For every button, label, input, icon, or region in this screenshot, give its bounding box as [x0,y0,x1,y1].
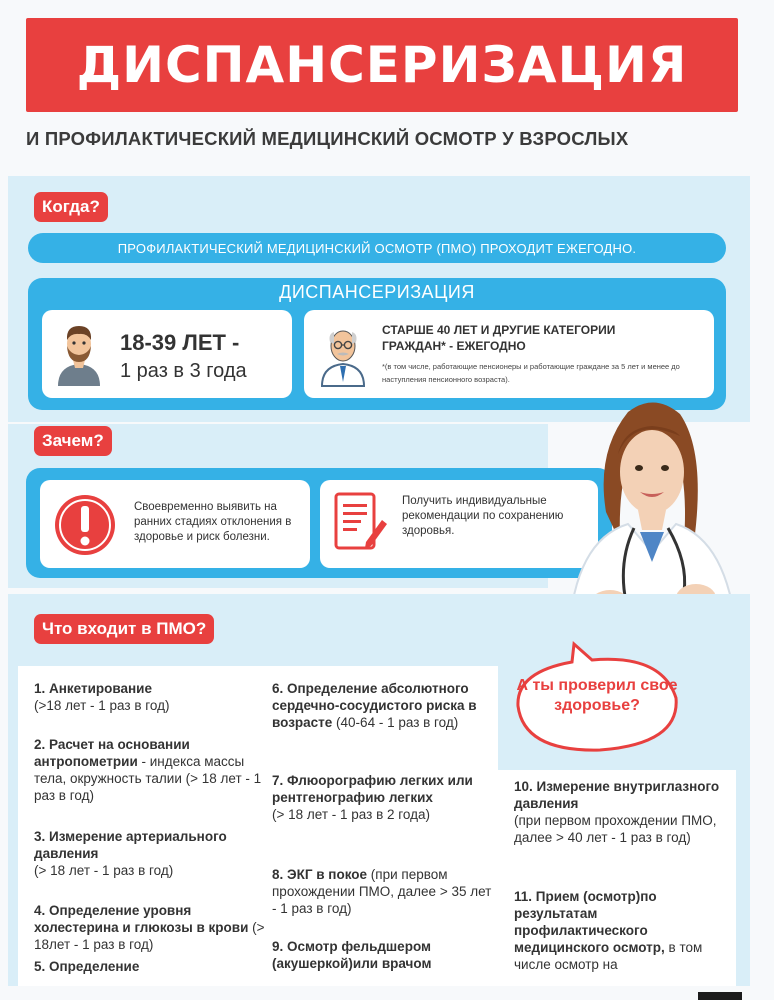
pmo-item-3 [34,828,262,879]
pmo-item-7-detail: (> 18 лет - 1 раз в 2 года) [272,807,430,822]
when-tag: Когда? [34,192,108,222]
pmo-item-8-detail: (при первом прохождении ПМО, далее > 35 лет - 1 раз в год) [272,867,492,916]
young-age-card [42,310,292,398]
pmo-item-11-title: 11. Прием (осмотр)по результатам профилактического медицинского осмотр, [514,889,665,955]
pmo-item-10 [514,778,734,846]
pmo-item-2-title: 2. Расчет на основании антропометрии [34,737,190,769]
pmo-item-4-detail: (> 18лет - 1 раз в год) [34,920,265,952]
older-age-footnote: *(в том числе, работающие пенсионеры и работающие граждане за 5 лет и менее до наступления пенсионного возраста). [382,362,680,384]
pmo-item-10-detail: (при первом прохождении ПМО, далее > 40 лет - 1 раз в год) [514,813,717,845]
title-banner [26,18,738,112]
reason-detect-text: Своевременно выявить на ранних стадиях отклонения в здоровье и риск болезни. [134,501,292,543]
document-pen-icon [330,490,390,556]
pmo-item-1 [34,680,254,714]
pmo-item-8-title: 8. ЭКГ в покое [272,867,368,882]
why-tag: Зачем? [34,426,112,456]
pmo-item-4 [34,902,266,953]
pmo-item-10-title: 10. Измерение внутриглазного давления [514,779,720,811]
young-age-label: 18-39 ЛЕТ - [120,330,240,355]
pmo-item-2 [34,736,262,804]
older-age-label: СТАРШЕ 40 ЛЕТ И ДРУГИЕ КАТЕГОРИИ ГРАЖДАН* - ЕЖЕГОДНО [382,323,616,353]
pmo-frequency-line: ПРОФИЛАКТИЧЕСКИЙ МЕДИЦИНСКИЙ ОСМОТР (ПМО) ПРОХОДИТ ЕЖЕГОДНО. [28,233,726,263]
pmo-item-7-title: 7. Флюорографию легких или рентгенографию легких [272,773,473,805]
dispensary-title: ДИСПАНСЕРИЗАЦИЯ [279,282,475,302]
elderly-man-icon [318,320,368,388]
young-man-icon [54,320,104,388]
pmo-item-5 [34,958,262,975]
pmo-item-11 [514,888,730,973]
older-age-card [304,310,714,398]
pmo-item-9 [272,938,482,972]
pmo-item-4-title: 4. Определение уровня холестерина и глюкозы в крови [34,903,249,935]
corner-mark [698,992,742,1000]
pmo-item-6-title: 6. Определение абсолютного сердечно-сосудистого риска в возрасте [272,681,477,730]
pmo-item-9-title: 9. Осмотр фельдшером (акушеркой)или врачом [272,939,432,971]
young-frequency: 1 раз в 3 года [120,360,247,382]
pmo-item-6 [272,680,488,731]
pmo-item-3-detail: (> 18 лет - 1 раз в год) [34,863,174,878]
pmo-item-6-detail: (40-64 - 1 раз в год) [332,715,459,730]
reason-card-detect [40,480,310,568]
pmo-item-2-detail: - индекса массы тела, окружность талии (> 18 лет - 1 раз в год) [34,754,262,803]
pmo-item-3-title: 3. Измерение артериального давления [34,829,227,861]
pmo-item-1-title: 1. Анкетирование [34,681,152,696]
page-subtitle: И ПРОФИЛАКТИЧЕСКИЙ МЕДИЦИНСКИЙ ОСМОТР У ВЗРОСЛЫХ [26,128,629,149]
reason-recommend-text: Получить индивидуальные рекомендации по сохранению здоровья. [402,495,564,537]
dispensary-box [28,278,726,410]
pmo-item-5-title: 5. Определение [34,959,140,974]
pmo-tag: Что входит в ПМО? [34,614,214,644]
why-box [26,468,612,578]
speech-bubble-text: А ты проверил свое здоровье? [516,677,678,714]
pmo-item-1-detail: (>18 лет - 1 раз в год) [34,698,170,713]
page-title: ДИСПАНСЕРИЗАЦИЯ [76,36,688,94]
warning-icon [52,492,118,558]
pmo-item-8 [272,866,492,917]
pmo-item-11-detail: в том числе осмотр на [514,940,703,972]
pmo-item-7 [272,772,482,823]
